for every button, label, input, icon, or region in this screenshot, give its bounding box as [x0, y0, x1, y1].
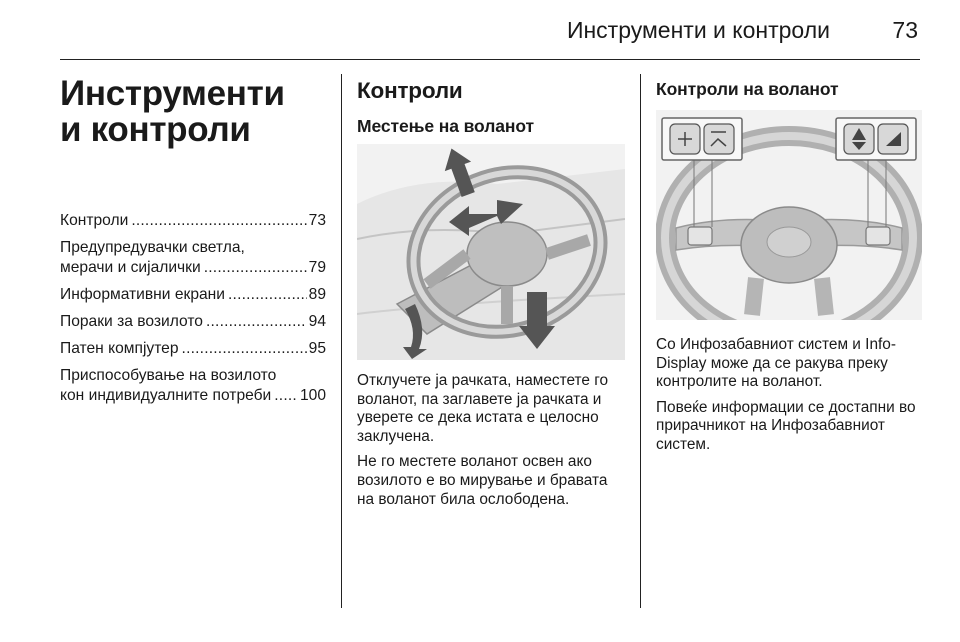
- toc-item[interactable]: Патен компјутер ..... 95: [60, 339, 326, 359]
- wheel-controls-text: [656, 336, 922, 462]
- toc-page-number: 79: [308, 259, 326, 276]
- toc-page-number: 89: [308, 286, 326, 303]
- column-divider: [341, 74, 342, 608]
- paragraph: Не го местете воланот освен ако возилото е во мирување и бравата на воланот била ослободена.: [357, 453, 608, 508]
- paragraph: Со Инфозабавниот систем и Info-Display може да се ракува преку контролите на воланот.: [656, 336, 896, 391]
- section-title: Контроли: [357, 78, 463, 103]
- toc-item[interactable]: Информативни екрани ..... 89: [60, 285, 326, 305]
- toc-item[interactable]: Контроли ..... 73: [60, 211, 326, 231]
- paragraph: Повеќе информации се достапни во прирачникот на Инфозабавниот систем.: [656, 398, 916, 453]
- header-title: Инструменти и контроли: [566, 17, 830, 43]
- column-divider: [640, 74, 641, 608]
- toc-item[interactable]: Предупредувачки светла, мерачи и сијалички ..... 79: [60, 238, 326, 278]
- toc-page-number: 95: [308, 340, 326, 357]
- controls-column: [357, 74, 625, 508]
- toc-page-number: 73: [308, 212, 326, 229]
- page-number: 73: [892, 17, 918, 43]
- toc-item[interactable]: Приспособување на возилото кон индивидуалните потреби ..... 100: [60, 366, 326, 406]
- toc-page-number: 100: [299, 387, 326, 404]
- subsection-title: Местење на воланот: [357, 116, 534, 136]
- toc-page-number: 94: [308, 313, 326, 330]
- toc-item[interactable]: Пораки за возилото ..... 94: [60, 312, 326, 332]
- steering-wheel-controls-illustration: [656, 110, 922, 320]
- subsection-title: Контроли на воланот: [656, 79, 839, 99]
- wheel-controls-column: [656, 74, 922, 453]
- steering-adjust-illustration: [357, 144, 625, 360]
- table-of-contents: [60, 211, 326, 406]
- page-header: [60, 0, 920, 60]
- paragraph: Отклучете ја рачката, наместете го воланот, па заглавете ја рачката и уверете се дека истата е целосно заклучена.: [357, 372, 609, 445]
- chapter-title: Инструменти и контроли: [60, 74, 285, 149]
- steering-adjust-text: [357, 372, 625, 516]
- chapter-column: [60, 74, 326, 413]
